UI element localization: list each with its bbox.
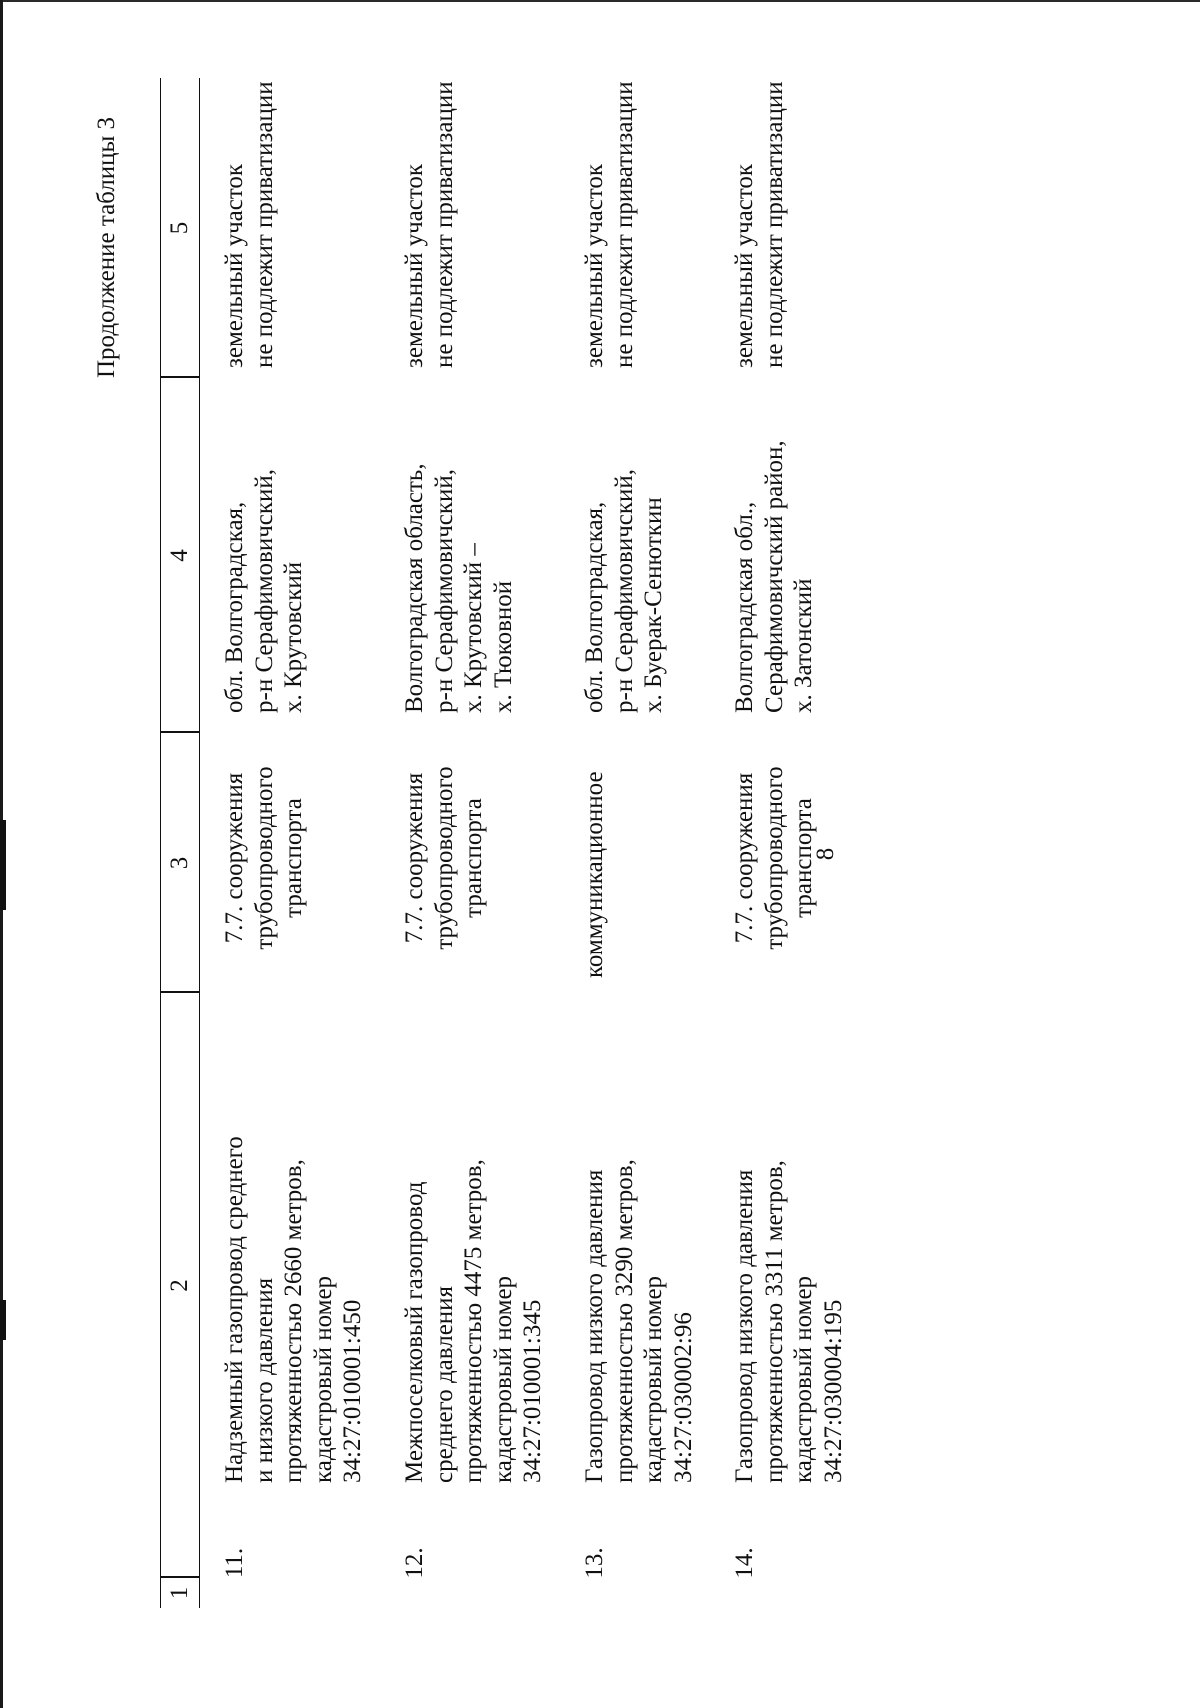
header-cell-4: 4 [166, 549, 193, 562]
header-cell-2: 2 [166, 1279, 193, 1292]
table-caption: Продолжение таблицы 3 [93, 116, 120, 378]
object-name [220, 1013, 368, 1483]
address-line: обл. Волгоградская, [221, 501, 248, 713]
object-name-line: 34:27:010001:345 [519, 1299, 546, 1483]
object-name-line: 34:27:030002:96 [669, 1312, 697, 1483]
permitted-use-line: трубопроводного [760, 766, 788, 950]
row-number: 11. [221, 1547, 248, 1579]
object-name-line: Газопровод низкого давления [581, 1169, 608, 1483]
object-name-line: Надземный газопровод среднего [221, 1136, 248, 1483]
permitted-use-line: трубопроводного [430, 766, 458, 950]
object-name [580, 1013, 698, 1483]
permitted-use [730, 738, 819, 978]
table-header [160, 78, 200, 1608]
permitted-use-line: 7.7. сооружения [221, 772, 248, 944]
address-line: х. Тюковной [489, 580, 517, 713]
note-line: не подлежит приватизации [760, 81, 788, 368]
object-name-line: кадастровый номер [489, 1275, 517, 1483]
object-name-line: протяженностью 4475 метров, [460, 1159, 487, 1483]
object-name-line: Газопровод низкого давления [731, 1169, 758, 1483]
header-cell-3: 3 [166, 856, 193, 870]
address [580, 373, 669, 713]
object-name-line: среднего давления [430, 1285, 458, 1483]
permitted-use-line: коммуникационное [581, 771, 608, 978]
address-line: х. Крутовский – [460, 543, 487, 713]
table-row [730, 78, 900, 1608]
note-line: земельный участок [221, 163, 248, 368]
address-line: р-н Серафимовичский, [610, 468, 638, 713]
address-line: Серафимовичский район, [760, 440, 788, 713]
header-cell-5: 5 [166, 221, 193, 235]
address [400, 373, 518, 713]
note-line: не подлежит приватизации [610, 81, 638, 368]
permitted-use [580, 738, 610, 978]
object-name-line: и низкого давления [250, 1277, 278, 1483]
note-line: не подлежит приватизации [250, 81, 278, 368]
permitted-use [220, 738, 309, 978]
address [220, 373, 309, 713]
object-name-line: 34:27:030004:195 [819, 1299, 847, 1483]
note-line: земельный участок [731, 163, 758, 368]
note-line: не подлежит приватизации [430, 81, 458, 368]
address-line: р-н Серафимовичский, [250, 468, 278, 713]
table-row [220, 78, 390, 1608]
page-number: 8 [812, 847, 839, 861]
address-line: х. Крутовский [280, 561, 307, 713]
row-number: 12. [401, 1547, 428, 1579]
permitted-use-line: 7.7. сооружения [401, 772, 428, 944]
row-number: 14. [731, 1547, 758, 1579]
object-name-line: 34:27:010001:450 [339, 1299, 366, 1483]
note [580, 78, 639, 368]
address-line: х. Затонский [790, 578, 817, 713]
object-name-line: протяженностью 3290 метров, [610, 1159, 638, 1483]
note [220, 78, 279, 368]
row-number: 13. [581, 1547, 608, 1579]
permitted-use-line: трубопроводного [250, 766, 278, 950]
address-line: х. Буерак-Сенюткин [640, 497, 667, 713]
object-name [400, 1013, 548, 1483]
object-name-line: протяженностью 2660 метров, [280, 1159, 307, 1483]
note-line: земельный участок [581, 163, 608, 368]
table-row [400, 78, 570, 1608]
object-name-line: протяженностью 3311 метров, [760, 1160, 788, 1483]
permitted-use-line: транспорта [280, 798, 307, 918]
table-row [580, 78, 750, 1608]
permitted-use-line: 7.7. сооружения [731, 772, 758, 944]
permitted-use [400, 738, 489, 978]
object-name [730, 1013, 848, 1483]
header-cell-1: 1 [166, 1586, 193, 1600]
object-name-line: Межпоселковый газопровод [401, 1181, 428, 1483]
permitted-use-line: транспорта [460, 798, 487, 918]
address-line: р-н Серафимовичский, [430, 468, 458, 713]
note-line: земельный участок [401, 163, 428, 368]
address-line: Волгоградская область, [401, 463, 428, 713]
note [730, 78, 789, 368]
permitted-use-line: транспорта [790, 798, 817, 918]
address-line: Волгоградская обл., [731, 501, 758, 713]
object-name-line: кадастровый номер [640, 1275, 667, 1483]
object-name-line: кадастровый номер [309, 1275, 337, 1483]
address-line: обл. Волгоградская, [581, 501, 608, 713]
object-name-line: кадастровый номер [790, 1275, 817, 1483]
note [400, 78, 459, 368]
address [730, 373, 819, 713]
